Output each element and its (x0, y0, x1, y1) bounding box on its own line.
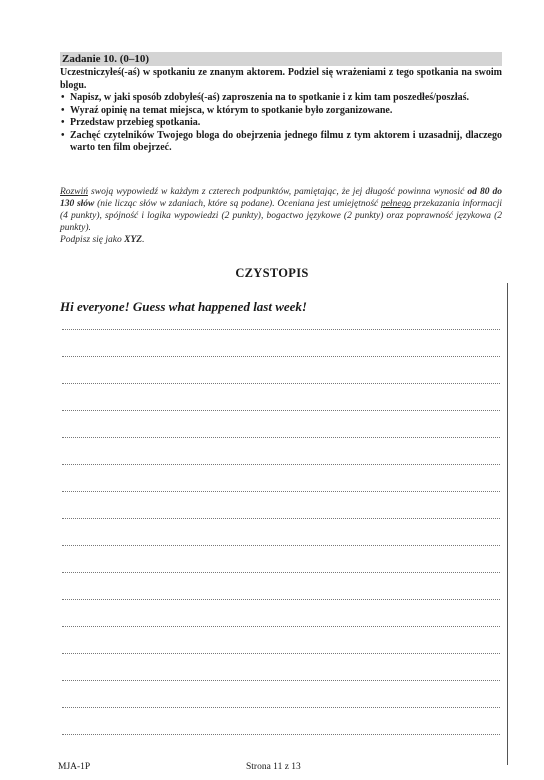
answer-line[interactable] (62, 383, 500, 384)
task-body (60, 67, 502, 155)
answer-line[interactable] (62, 572, 500, 573)
footer-page-number: Strona 11 z 13 (246, 762, 301, 772)
task-bullet-list (60, 92, 502, 155)
clean-copy-first-line: Hi everyone! Guess what happened last week! (60, 299, 307, 314)
clean-copy-heading: CZYSTOPIS (235, 266, 309, 280)
sign-instruction (60, 234, 502, 246)
instructions-text-1: swoją wypowiedź w każdym z czterech podpunktów, pamiętając, że jej długość powinna wynosić (87, 187, 468, 197)
task-bullet-text: Napisz, w jaki sposób zdobyłeś(-aś) zaproszenia na to spotkanie i z kim tam poszedłeś/poszłaś. (70, 92, 470, 103)
task-bullet (60, 92, 502, 105)
instructions (60, 186, 502, 246)
answer-line[interactable] (62, 410, 500, 411)
bullet-icon: • (61, 117, 65, 128)
instructions-text-2: (nie licząc słów w zdaniach, które są podane). Oceniana jest umiejętność (94, 199, 381, 209)
answer-line[interactable] (62, 518, 500, 519)
answer-line[interactable] (62, 491, 500, 492)
answer-frame-border (507, 283, 508, 765)
task-bullet (60, 130, 502, 155)
word-count-range: od 80 do 130 słów (60, 187, 502, 209)
task-bullet-text: Wyraź opinię na temat miejsca, w którym to spotkanie było zorganizowane. (70, 104, 393, 116)
task-bullet-text: Przedstaw przebieg spotkania. (70, 117, 201, 128)
sign-suffix: . (142, 235, 145, 245)
sign-name: XYZ (124, 235, 143, 245)
instructions-paragraph (60, 186, 502, 234)
answer-line[interactable] (62, 680, 500, 681)
answer-line[interactable] (62, 437, 500, 438)
sign-prefix: Podpisz się jako (60, 235, 125, 245)
instructions-text-3: przekazania informacji (4 punkty), spójność i logika wypowiedzi (2 punkty), bogactwo językowe (2 punkty) oraz poprawność językowa (2 punkty). (60, 199, 502, 233)
answer-line[interactable] (62, 734, 500, 735)
instructions-word-rozwin: Rozwiń (60, 187, 88, 197)
task-header-text: Zadanie 10. (0–10) (62, 53, 150, 65)
answer-line[interactable] (62, 599, 500, 600)
answer-line[interactable] (62, 545, 500, 546)
task-header (60, 52, 502, 66)
answer-line[interactable] (62, 707, 500, 708)
task-bullet (60, 117, 502, 130)
footer-code: MJA-1P (58, 762, 91, 772)
task-bullet (60, 105, 502, 118)
bullet-icon: • (61, 129, 65, 141)
answer-line[interactable] (62, 329, 500, 330)
bullet-icon: • (61, 104, 65, 116)
bullet-icon: • (61, 92, 65, 103)
answer-line[interactable] (62, 626, 500, 627)
instructions-word-pelnego: pełnego (380, 199, 412, 209)
task-bullet-text: Zachęć czytelników Twojego bloga do obejrzenia jednego filmu z tym aktorem i uzasadnij, dlaczego warto ten film obejrzeć. (70, 129, 502, 153)
answer-line[interactable] (62, 653, 500, 654)
answer-line[interactable] (62, 356, 500, 357)
task-intro: Uczestniczyłeś(-aś) w spotkaniu ze znanym aktorem. Podziel się wrażeniami z tego spotkania na swoim blogu. (60, 67, 502, 91)
answer-line[interactable] (62, 464, 500, 465)
